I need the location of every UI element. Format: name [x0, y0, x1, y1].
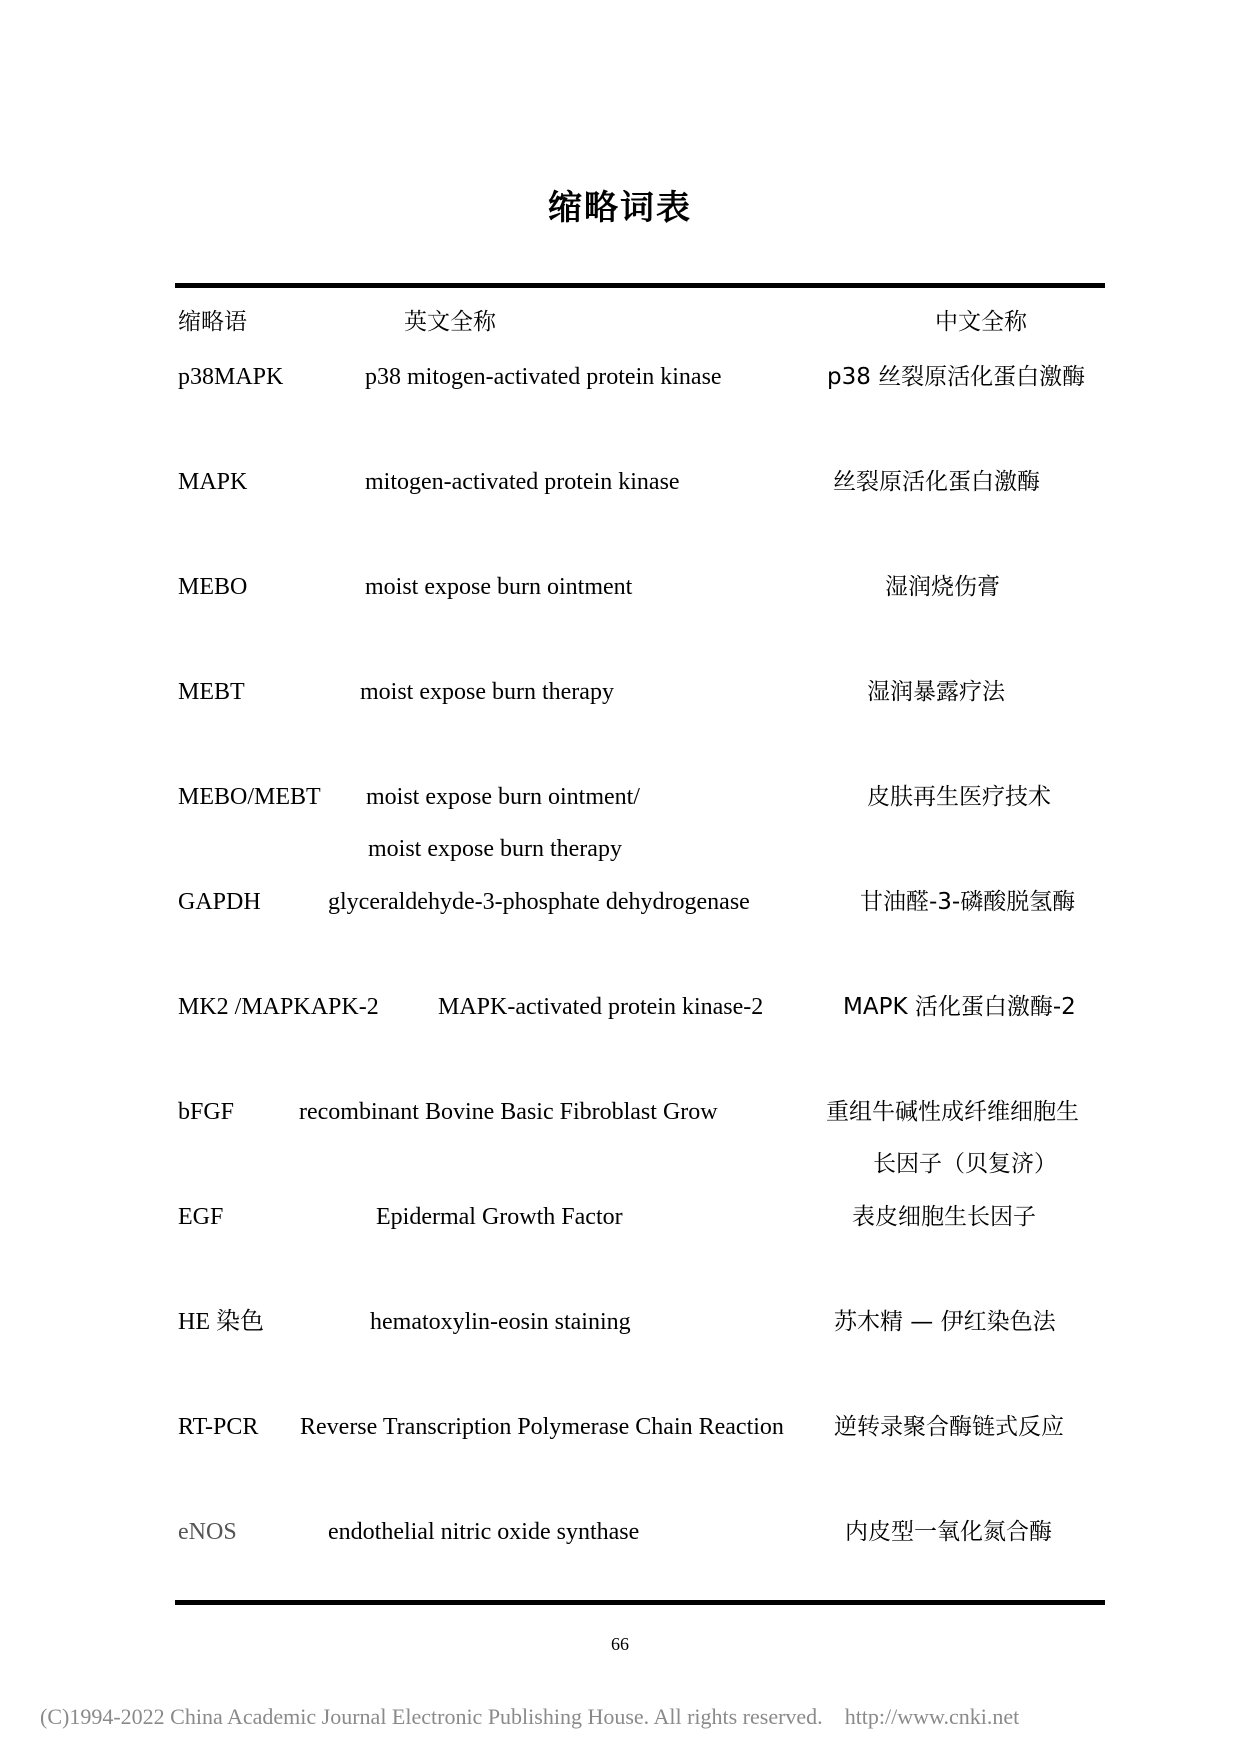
row-english-continued: moist expose burn therapy [368, 836, 622, 862]
row-english: moist expose burn ointment/ [366, 784, 640, 810]
row-english: Epidermal Growth Factor [376, 1204, 623, 1230]
row-abbr: MAPK [178, 469, 248, 495]
row-english: glyceraldehyde-3-phosphate dehydrogenase [328, 889, 750, 915]
row-abbr: MK2 /MAPKAPK-2 [178, 994, 379, 1020]
row-english: MAPK-activated protein kinase-2 [438, 994, 764, 1020]
row-english: mitogen-activated protein kinase [365, 469, 680, 495]
row-chinese: p38 丝裂原活化蛋白激酶 [827, 364, 1086, 390]
row-abbr: MEBT [178, 679, 245, 705]
row-abbr: EGF [178, 1204, 224, 1230]
row-abbr: eNOS [178, 1519, 237, 1545]
row-english: recombinant Bovine Basic Fibroblast Grow [299, 1099, 718, 1125]
row-english: hematoxylin-eosin staining [370, 1309, 631, 1335]
row-abbr: MEBO [178, 574, 248, 600]
row-english: p38 mitogen-activated protein kinase [365, 364, 722, 390]
row-abbr: GAPDH [178, 889, 261, 915]
row-english: moist expose burn therapy [360, 679, 614, 705]
row-chinese: 甘油醛-3-磷酸脱氢酶 [860, 889, 1076, 915]
row-english: endothelial nitric oxide synthase [328, 1519, 640, 1545]
footer-url[interactable]: http://www.cnki.net [844, 1704, 1020, 1729]
table-bottom-rule [175, 1600, 1105, 1605]
row-chinese: 逆转录聚合酶链式反应 [834, 1414, 1064, 1440]
row-english: Reverse Transcription Polymerase Chain Reaction [300, 1414, 784, 1440]
row-chinese: 苏木精 — 伊红染色法 [834, 1309, 1056, 1335]
row-chinese: 丝裂原活化蛋白激酶 [833, 469, 1040, 495]
row-abbr: HE 染色 [178, 1309, 264, 1335]
header-chinese-name: 中文全称 [935, 309, 1027, 335]
row-abbr: MEBO/MEBT [178, 784, 321, 810]
row-abbr: p38MAPK [178, 364, 284, 390]
row-chinese: 表皮细胞生长因子 [852, 1204, 1036, 1230]
table-top-rule [175, 283, 1105, 288]
footer [40, 1704, 1019, 1730]
row-chinese: 皮肤再生医疗技术 [867, 784, 1051, 810]
row-chinese: 内皮型一氧化氮合酶 [845, 1519, 1052, 1545]
footer-copyright: (C)1994-2022 China Academic Journal Electronic Publishing House. All rights reserved. [40, 1704, 823, 1729]
row-chinese: 湿润烧伤膏 [885, 574, 1000, 600]
row-abbr: bFGF [178, 1099, 235, 1125]
page-number: 66 [611, 1634, 629, 1654]
page-title: 缩略词表 [548, 188, 692, 228]
header-abbreviation: 缩略语 [178, 309, 247, 335]
row-chinese: MAPK 活化蛋白激酶-2 [843, 994, 1076, 1020]
header-english-name: 英文全称 [404, 309, 496, 335]
row-chinese: 重组牛碱性成纤维细胞生 [826, 1099, 1079, 1125]
row-chinese-continued: 长因子（贝复济） [873, 1151, 1057, 1177]
row-chinese: 湿润暴露疗法 [867, 679, 1005, 705]
row-english: moist expose burn ointment [365, 574, 633, 600]
row-abbr: RT-PCR [178, 1414, 259, 1440]
